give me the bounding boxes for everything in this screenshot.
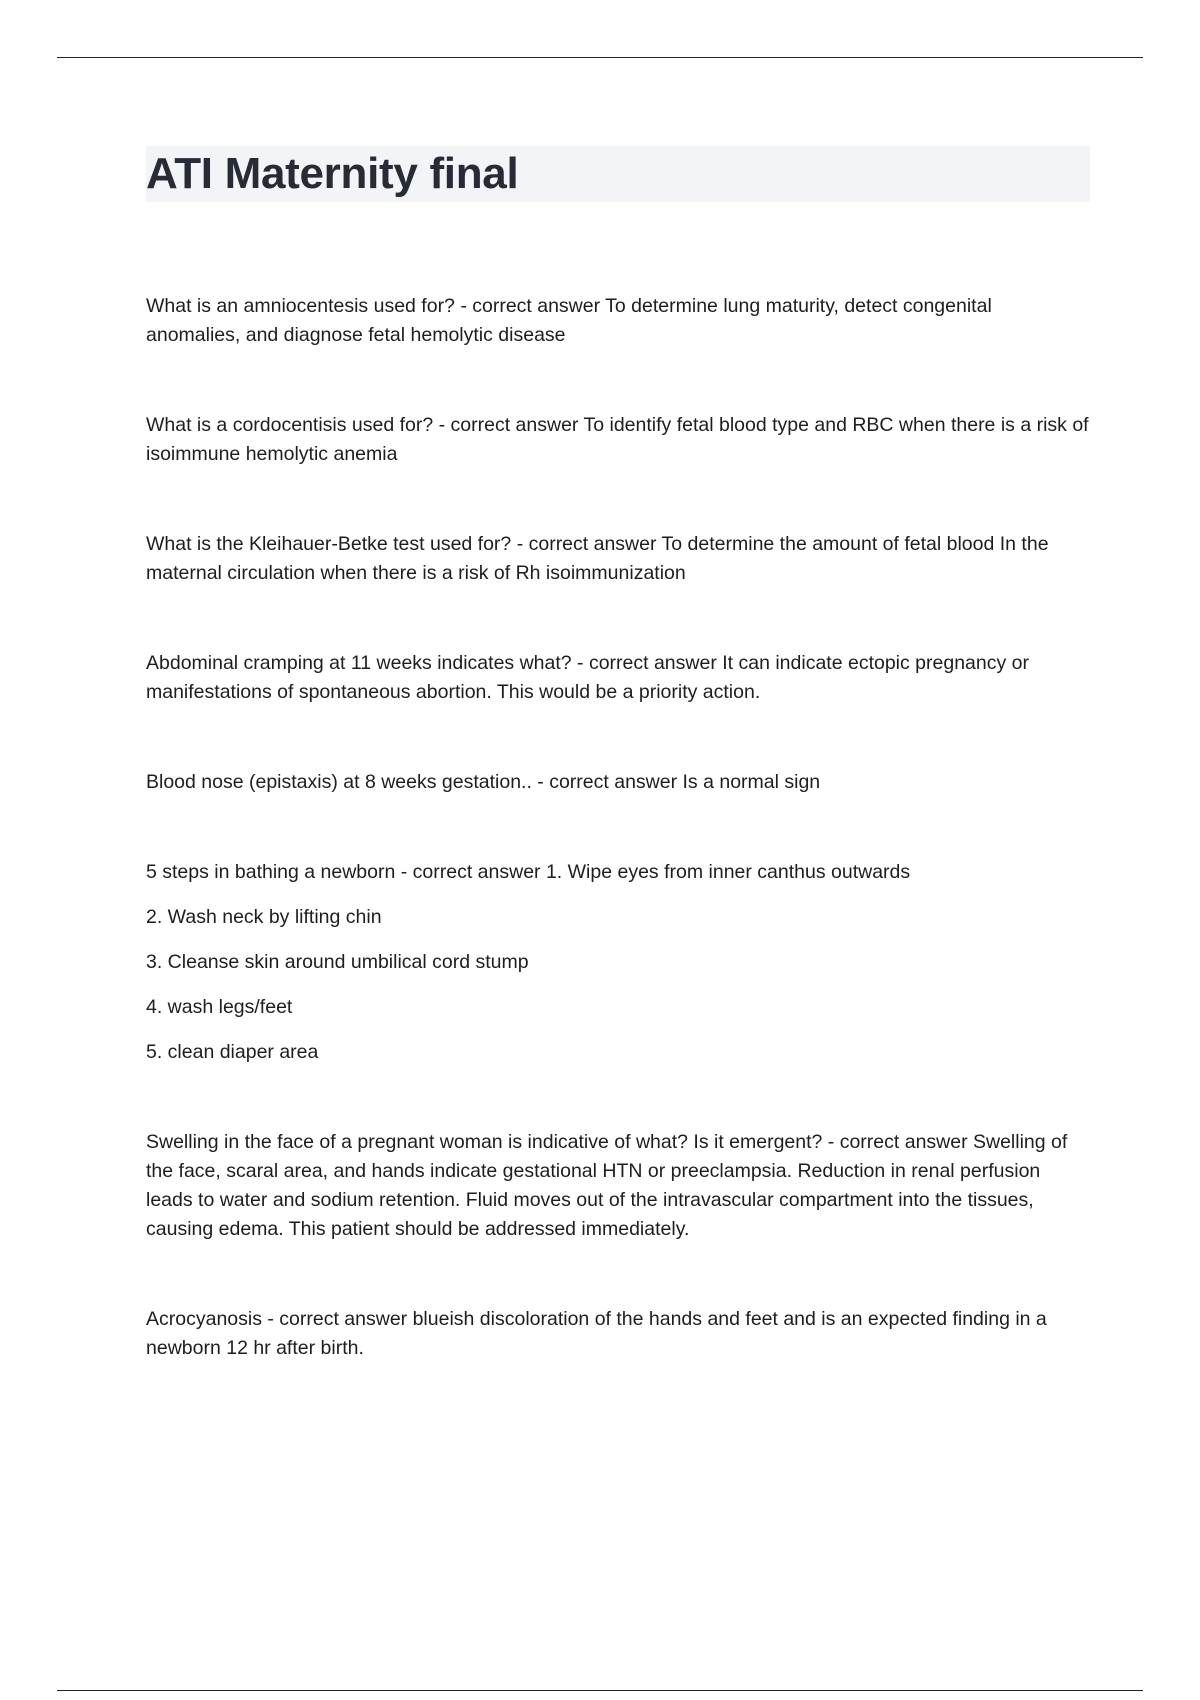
top-rule <box>57 57 1143 58</box>
qa-text: What is an amniocentesis used for? - correct answer To determine lung maturity, detect congenital anomalies, and diagnose fetal hemolytic disease <box>146 295 992 346</box>
document-title: ATI Maternity final <box>146 149 519 198</box>
qa-list <box>146 292 1090 1363</box>
qa-text: 5 steps in bathing a newborn - correct answer 1. Wipe eyes from inner canthus outwards <box>146 861 911 883</box>
qa-item-kleihauer-betke <box>146 530 1090 588</box>
qa-item-bathing-newborn <box>146 858 1090 1067</box>
bathing-step: 5. clean diaper area <box>146 1041 319 1063</box>
qa-item-amniocentesis <box>146 292 1090 350</box>
bottom-rule <box>57 1690 1143 1691</box>
qa-item-epistaxis <box>146 768 1090 797</box>
qa-text: Abdominal cramping at 11 weeks indicates what? - correct answer It can indicate ectopic pregnancy or manifestations of spontaneous abortion. This would be a priority action. <box>146 652 1030 703</box>
qa-item-acrocyanosis <box>146 1305 1090 1363</box>
title-band <box>146 146 1090 202</box>
qa-text: What is a cordocentisis used for? - correct answer To identify fetal blood type and RBC when there is a risk of isoimmune hemolytic anemia <box>146 414 1089 465</box>
qa-item-facial-swelling <box>146 1128 1090 1244</box>
qa-item-cordocentesis <box>146 411 1090 469</box>
qa-text: Swelling in the face of a pregnant woman is indicative of what? Is it emergent? - correct answer Swelling of the face, scaral area, and hands indicate gestational HTN or preeclampsia. Reduction in renal perfusion leads to water and sodium retention. Fluid moves out of the intravascular compartment into the tissues, causing edema. This patient should be addressed immediately. <box>146 1131 1068 1240</box>
qa-text: Blood nose (epistaxis) at 8 weeks gestation.. - correct answer Is a normal sign <box>146 771 821 793</box>
bathing-step: 2. Wash neck by lifting chin <box>146 906 382 928</box>
bathing-steps <box>146 903 1090 1067</box>
bathing-step: 4. wash legs/feet <box>146 996 293 1018</box>
qa-text: Acrocyanosis - correct answer blueish discoloration of the hands and feet and is an expected finding in a newborn 12 hr after birth. <box>146 1308 1047 1359</box>
qa-item-abdominal-cramping <box>146 649 1090 707</box>
document-body <box>146 146 1090 1424</box>
qa-text: What is the Kleihauer-Betke test used for? - correct answer To determine the amount of fetal blood In the maternal circulation when there is a risk of Rh isoimmunization <box>146 533 1049 584</box>
bathing-step: 3. Cleanse skin around umbilical cord stump <box>146 951 529 973</box>
